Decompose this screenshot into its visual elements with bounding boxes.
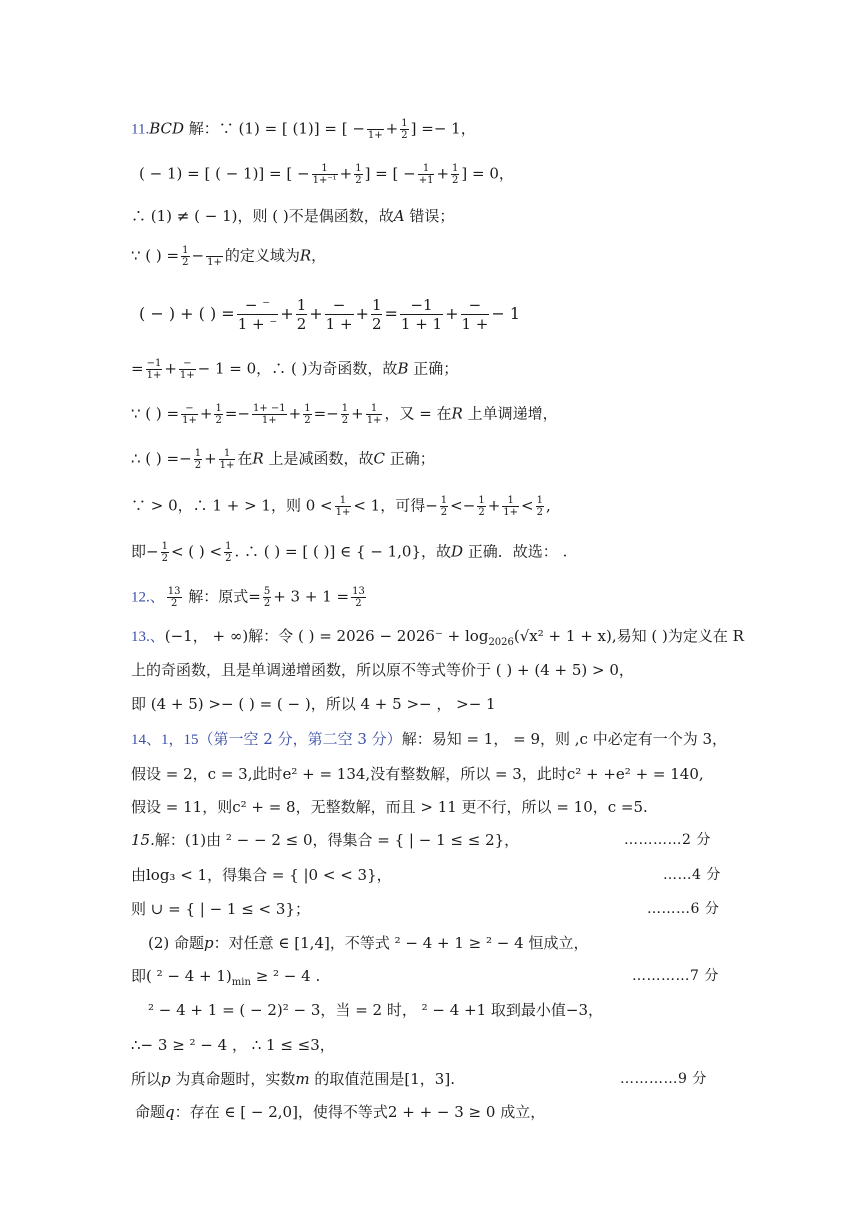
numerator: − <box>181 403 198 415</box>
q15-line-5 <box>131 966 320 993</box>
denominator: 1+ <box>503 507 519 518</box>
text: + <box>436 164 450 183</box>
denominator: 2 <box>215 415 222 426</box>
text: < <box>521 496 534 515</box>
set-r: R <box>299 246 312 265</box>
question-number: 15. <box>131 831 155 849</box>
text: ：对任意 ∈ [1,4]，不等式 ² − 4 + 1 ≥ ² − 4 恒成立， <box>213 934 589 952</box>
numerator: 1 <box>355 163 362 174</box>
text: (−1， + ∞)解：令 ( ) = 2026 − 2026⁻ + log <box>164 627 489 645</box>
text: <− <box>450 496 476 515</box>
text: (2) 命题 <box>148 934 205 952</box>
numerator: 1 <box>502 495 519 507</box>
text: + <box>309 304 323 323</box>
numerator: 1 <box>440 495 448 506</box>
text: 即 (4 + 5) >− ( ) = ( − )，所以 4 + 5 >− ， >− 1 <box>131 695 496 713</box>
fraction <box>181 245 189 268</box>
score-mark: ………6 分 <box>647 901 720 917</box>
numerator: 1 <box>401 118 408 129</box>
option-c: C <box>373 449 385 468</box>
text: − <box>191 246 205 265</box>
text: + <box>487 496 501 515</box>
denominator: 1+ <box>207 257 222 268</box>
q11-line-6 <box>131 358 458 381</box>
numerator: 1 <box>335 495 352 507</box>
denominator: 2 <box>161 553 168 564</box>
text: 在 <box>237 449 253 468</box>
numerator: 1 <box>219 448 236 460</box>
option-d: D <box>451 542 464 561</box>
denominator: 2 <box>478 507 485 518</box>
subscript-min: min <box>231 977 251 988</box>
numerator: 1 <box>312 163 338 175</box>
denominator: 1+ <box>367 130 383 141</box>
numerator: 1 <box>161 541 168 552</box>
numerator: 1 <box>366 403 383 415</box>
text: ∵ ( ) = <box>131 404 180 423</box>
fraction <box>224 541 232 564</box>
q15-line-8 <box>131 1069 455 1089</box>
text: ：存在 ∈ [ − 2,0]，使得不等式2 + + − 3 ≥ 0 成立， <box>174 1103 546 1121</box>
fraction <box>418 163 435 186</box>
text: + <box>385 119 399 138</box>
denominator: 1+ <box>366 415 382 426</box>
denominator: 2 <box>341 415 349 426</box>
text: + <box>199 404 213 423</box>
text: 上的奇函数，且是单调递增函数，所以原不等式等价于 ( ) + (4 + 5) > 0， <box>131 661 634 679</box>
proposition-p: p <box>204 934 214 952</box>
denominator: +1 <box>418 175 434 186</box>
text: 即− <box>131 542 159 561</box>
text: ( − ) + ( ) = <box>139 304 235 323</box>
denominator: 1 + <box>461 315 489 333</box>
option-b: B <box>397 359 409 378</box>
numerator: 1 <box>478 495 485 506</box>
set-r: R <box>252 449 264 468</box>
text: 即( ² − 4 + 1) <box>131 967 232 985</box>
denominator: 2 <box>355 175 362 186</box>
numerator: 1 <box>296 296 307 314</box>
fraction <box>214 403 222 426</box>
set-r: R <box>451 404 463 423</box>
text: + <box>355 304 369 323</box>
numerator: 1 <box>418 163 435 175</box>
text: =− <box>313 404 339 423</box>
variable-m: m <box>295 1070 310 1088</box>
text: 命题 <box>135 1103 166 1121</box>
q15-line-4 <box>148 933 588 953</box>
fraction <box>371 296 383 333</box>
fraction <box>194 448 202 471</box>
q15-line-3 <box>131 899 310 919</box>
fraction <box>237 296 279 333</box>
numerator: 13 <box>352 586 365 597</box>
numerator: 13 <box>167 586 181 597</box>
fraction <box>303 403 311 426</box>
fraction <box>367 118 384 141</box>
q11-line-2 <box>139 163 514 186</box>
numerator: 1 <box>341 403 349 414</box>
text: ² − 4 + 1 = ( − 2)² − 3，当 = 2 时， ² − 4 +1 取到最小值−3， <box>148 1001 604 1019</box>
fraction <box>477 495 485 518</box>
numerator: 1 <box>194 448 202 459</box>
q11-line-4 <box>131 245 326 268</box>
q13-line-3 <box>131 694 496 714</box>
denominator: 2 <box>170 598 178 609</box>
fraction <box>354 163 362 186</box>
q15-line-1 <box>131 830 519 850</box>
q14-line-1 <box>131 729 727 750</box>
text: = <box>131 359 144 378</box>
denominator: 1+ <box>146 370 162 381</box>
text: + <box>339 164 353 183</box>
text: ∴ ( ) =− <box>131 449 192 468</box>
numerator: − <box>325 296 354 315</box>
numerator <box>206 245 223 257</box>
question-number: 12.、 <box>131 589 165 606</box>
text: + 3 + 1 = <box>273 587 350 606</box>
fraction <box>219 448 236 471</box>
denominator: 1+ <box>261 415 277 426</box>
fraction <box>161 541 169 564</box>
numerator: −1 <box>146 358 162 369</box>
fraction <box>400 296 443 333</box>
text: 的定义域为 <box>224 246 300 265</box>
text: 正确．故选： . <box>463 542 568 561</box>
denominator: 1 + <box>325 315 353 333</box>
numerator: 1 <box>371 296 382 314</box>
text: 的取值范围是[1，3]. <box>309 1070 455 1088</box>
q11-line-8 <box>131 448 435 471</box>
numerator: −1 <box>400 296 443 315</box>
q13-line-2 <box>131 660 634 680</box>
fraction <box>325 296 354 333</box>
text: 所以 <box>131 1070 162 1088</box>
numerator: 1 <box>452 163 459 174</box>
denominator: 2 <box>304 415 311 426</box>
text: = <box>384 304 398 323</box>
q11-line-10 <box>131 541 567 564</box>
fraction <box>366 403 383 426</box>
text: ≥ ² − 4 . <box>250 967 321 985</box>
text: + <box>288 404 302 423</box>
text: + <box>351 404 364 423</box>
denominator: 2 <box>536 507 543 518</box>
fraction <box>296 296 308 333</box>
fraction <box>146 358 163 381</box>
q11-line-7 <box>131 403 558 426</box>
denominator: 2 <box>371 315 382 333</box>
fraction <box>461 296 490 333</box>
fraction <box>263 586 271 609</box>
proposition-q: q <box>165 1103 175 1121</box>
denominator: 2 <box>401 130 408 141</box>
text: ∴ (1) ≠ ( − 1)，则 ( )不是偶函数，故 <box>131 207 394 225</box>
q14-line-3 <box>131 797 648 817</box>
text: 解：原式= <box>183 587 261 606</box>
fraction <box>179 358 196 381</box>
fraction <box>451 163 459 186</box>
fraction <box>341 403 349 426</box>
log-base: 2026 <box>488 637 514 648</box>
text: ， <box>311 246 327 265</box>
text: ( − 1) = [ ( − 1)] = [ − <box>139 164 310 183</box>
score-mark: …………9 分 <box>620 1071 707 1087</box>
text: ∵ > 0，∴ 1 + > 1，则 0 < <box>131 496 333 515</box>
numerator: 1 <box>225 541 232 552</box>
q15-line-7 <box>131 1035 335 1055</box>
denominator: 2 <box>355 598 362 609</box>
fraction <box>351 586 366 609</box>
text: + <box>445 304 459 323</box>
answer-letters: BCD <box>149 119 185 138</box>
denominator: 2 <box>452 175 459 186</box>
text: 为真命题时，实数 <box>170 1070 296 1088</box>
denominator: 1+ <box>335 507 351 518</box>
score-mark: …………2 分 <box>624 832 711 848</box>
text: =− <box>224 404 250 423</box>
text: < 1，可得− <box>353 496 438 515</box>
question-number: 14、1，15 <box>131 732 199 748</box>
numerator: 1 <box>215 403 222 414</box>
numerator <box>367 118 384 130</box>
fraction <box>502 495 519 518</box>
q15-line-6 <box>148 1000 603 1020</box>
denominator: 2 <box>225 553 232 564</box>
q15-line-2 <box>131 865 392 885</box>
text: < ( ) < <box>170 542 223 561</box>
denominator: 2 <box>182 257 189 268</box>
text: 正确； <box>384 449 435 468</box>
text: + <box>204 449 217 468</box>
numerator: − ⁻ <box>237 296 279 315</box>
text: ，又 = 在 <box>384 404 452 423</box>
text: . ∴ ( ) = [ ( )] ∈ { − 1,0}，故 <box>234 542 451 561</box>
denominator: 1+ <box>219 460 235 471</box>
text: 错误； <box>404 207 455 225</box>
denominator: 2 <box>194 460 202 471</box>
text: ] = [ − <box>364 164 416 183</box>
numerator: 1 <box>304 403 311 414</box>
fraction <box>252 403 287 426</box>
fraction <box>167 586 182 609</box>
fraction <box>206 245 223 268</box>
option-a: A <box>393 207 405 225</box>
text: + <box>164 359 177 378</box>
question-number: 11. <box>131 121 150 138</box>
numerator: − <box>461 296 490 315</box>
q13-line-1 <box>131 626 744 653</box>
numerator: 5 <box>263 586 271 597</box>
text: − 1 = 0，∴ ( )为奇函数，故 <box>197 359 398 378</box>
text: 则 ∪ = { | − 1 ≤ < 3}； <box>131 900 310 918</box>
numerator: 1+ −1 <box>252 403 286 414</box>
q15-line-9 <box>135 1102 545 1122</box>
q11-line-3 <box>131 206 454 226</box>
denominator: 1+⁻¹ <box>312 175 337 186</box>
fraction <box>400 118 408 141</box>
question-number: 13.、 <box>131 629 165 645</box>
fraction <box>440 495 448 518</box>
text: 解：易知 = 1， = 9，则 ,c 中必定有一个为 3， <box>401 730 728 748</box>
text: 假设 = 11，则c² + = 8，无整数解，而且 > 11 更不行，所以 = 10，c =5. <box>131 798 648 816</box>
score-note: （第一空 2 分，第二空 3 分） <box>198 730 402 748</box>
text: ] = 0， <box>461 164 514 183</box>
denominator: 1 + ⁻ <box>237 315 278 333</box>
text: , <box>545 496 551 515</box>
fraction <box>312 163 338 186</box>
text: 由log₃ < 1，得集合 = { |0 < < 3}， <box>131 866 392 884</box>
q11-line-9 <box>131 495 551 518</box>
numerator: 1 <box>536 495 543 506</box>
text: 假设 = 2，c = 3,此时e² + = 134,没有整数解，所以 = 3，此时c² + +e² + = 140, <box>131 765 704 783</box>
q11-line-1 <box>131 118 476 141</box>
text: ∴− 3 ≥ ² − 4 ， ∴ 1 ≤ ≤3， <box>131 1036 335 1054</box>
text: (√x² + 1 + x),易知 ( )为定义在 R <box>513 627 744 645</box>
denominator: 2 <box>440 507 448 518</box>
q11-line-5 <box>139 296 520 333</box>
text: 上单调递增， <box>462 404 558 423</box>
proposition-p: p <box>161 1070 171 1088</box>
fraction <box>181 403 198 426</box>
score-mark: …………7 分 <box>632 968 719 984</box>
denominator: 1+ <box>179 370 195 381</box>
text: 解：(1)由 ² − − 2 ≤ 0，得集合 = { | − 1 ≤ ≤ 2}， <box>154 831 520 849</box>
text: ∵ ( ) = <box>131 246 180 265</box>
denominator: 2 <box>263 598 271 609</box>
denominator: 2 <box>296 315 307 333</box>
fraction <box>536 495 544 518</box>
text: + <box>280 304 294 323</box>
denominator: 1 + 1 <box>400 315 443 333</box>
text: 解：∵ (1) = [ (1)] = [ − <box>184 119 365 138</box>
fraction <box>335 495 352 518</box>
text: − 1 <box>491 304 521 323</box>
q12-line <box>131 586 368 609</box>
text: 上是减函数，故 <box>263 449 374 468</box>
numerator: − <box>179 358 196 370</box>
text: 正确； <box>408 359 459 378</box>
q14-line-2 <box>131 764 704 784</box>
numerator: 1 <box>182 245 189 256</box>
denominator: 1+ <box>182 415 197 426</box>
score-mark: ……4 分 <box>663 867 721 883</box>
text: ] =− 1， <box>410 119 476 138</box>
